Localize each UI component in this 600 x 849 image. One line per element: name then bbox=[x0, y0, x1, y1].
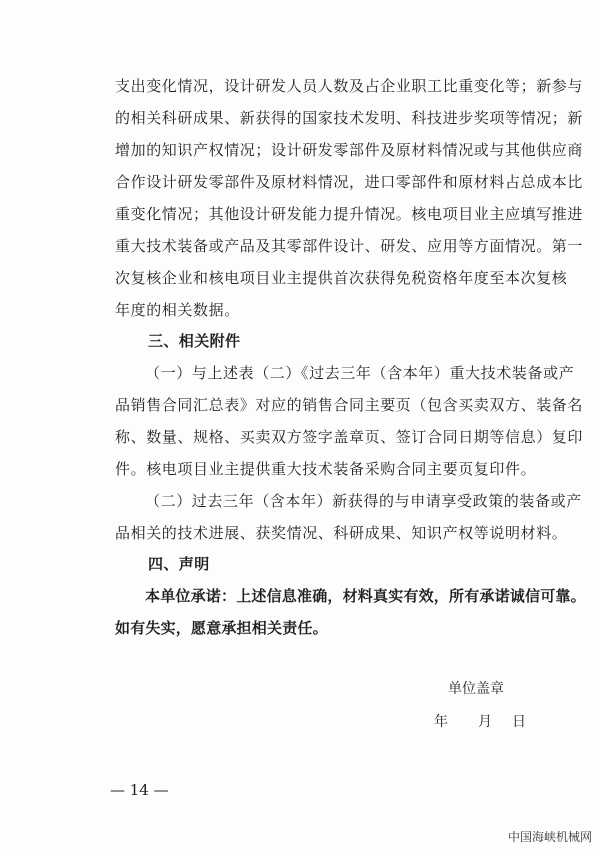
body-paragraph-line: 次复核企业和核电项目业主提供首次获得免税资格年度至本次复核 bbox=[115, 269, 568, 287]
section-heading-attachments: 三、相关附件 bbox=[148, 332, 241, 350]
body-paragraph-line: 支出变化情况，设计研发人员人数及占企业职工比重变化等；新参与 bbox=[115, 77, 584, 95]
body-paragraph-line: 重大技术装备或产品及其零部件设计、研发、应用等方面情况。第一 bbox=[115, 237, 584, 255]
attachment-paragraph-line: 称、数量、规格、买卖双方签字盖章页、签订合同日期等信息）复印 bbox=[115, 428, 584, 446]
body-paragraph-line: 合作设计研发零部件及原材料情况，进口零部件和原材料占总成本比 bbox=[115, 173, 584, 191]
site-watermark: 中国海峡机械网 bbox=[507, 830, 592, 844]
declaration-line: 如有失实，愿意承担相关责任。 bbox=[115, 619, 328, 637]
date-month-label: 月 bbox=[478, 714, 492, 730]
attachment-paragraph-line: 件。核电项目业主提供重大技术装备采购合同主要页复印件。 bbox=[115, 460, 537, 478]
declaration-line: 本单位承诺：上述信息准确，材料真实有效，所有承诺诚信可靠。 bbox=[145, 587, 586, 605]
attachment-paragraph-line: （一）与上述表（二）《过去三年（含本年）重大技术装备或产 bbox=[145, 364, 575, 382]
attachment-paragraph-line: （二）过去三年（含本年）新获得的与申请享受政策的装备或产 bbox=[145, 492, 582, 510]
body-paragraph-line: 年度的相关数据。 bbox=[115, 301, 240, 319]
attachment-paragraph-line: 品销售合同汇总表》对应的销售合同主要页（包含买卖双方、装备名 bbox=[115, 396, 584, 414]
date-year-label: 年 bbox=[434, 714, 448, 730]
body-paragraph-line: 增加的知识产权情况；设计研发零部件及原材料情况或与其他供应商 bbox=[115, 141, 584, 159]
body-paragraph-line: 的相关科研成果、新获得的国家技术发明、科技进步奖项等情况；新 bbox=[115, 109, 584, 127]
section-heading-declaration: 四、声明 bbox=[148, 555, 210, 573]
seal-label: 单位盖章 bbox=[448, 681, 504, 697]
attachment-paragraph-line: 品相关的技术进展、获奖情况、科研成果、知识产权等说明材料。 bbox=[115, 524, 568, 542]
page-number: — 14 — bbox=[110, 781, 169, 799]
body-paragraph-line: 重变化情况；其他设计研发能力提升情况。核电项目业主应填写推进 bbox=[115, 205, 584, 223]
date-day-label: 日 bbox=[512, 714, 526, 730]
